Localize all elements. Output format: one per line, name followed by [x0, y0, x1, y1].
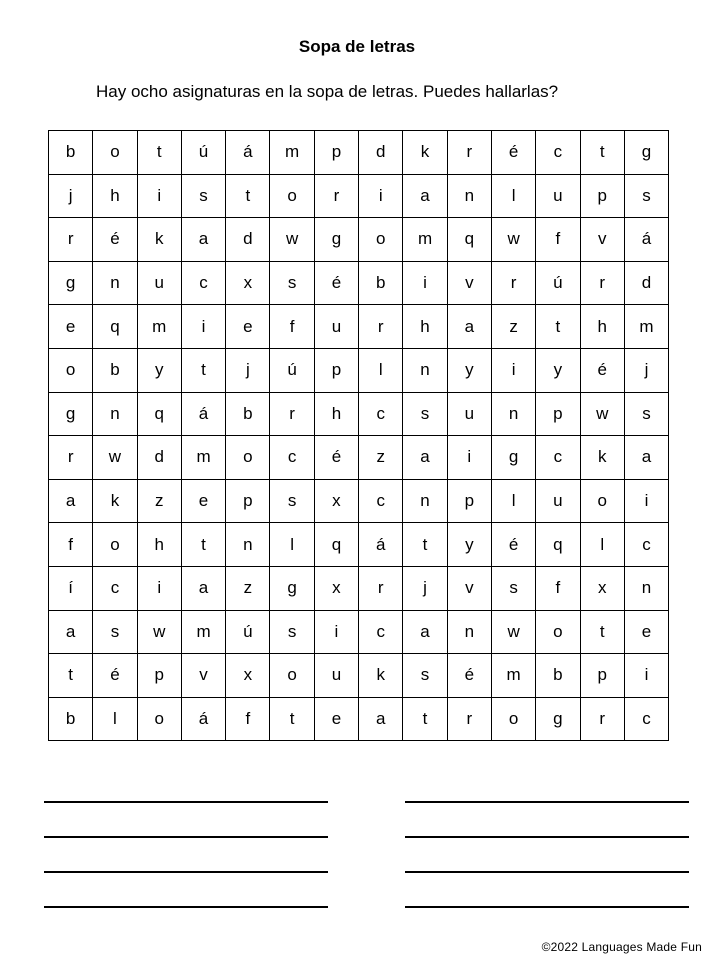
grid-cell[interactable]: r: [491, 261, 535, 305]
grid-cell[interactable]: a: [181, 218, 225, 262]
grid-cell[interactable]: h: [580, 305, 624, 349]
grid-cell[interactable]: ú: [226, 610, 270, 654]
grid-cell[interactable]: e: [181, 479, 225, 523]
grid-cell[interactable]: s: [270, 479, 314, 523]
grid-cell[interactable]: n: [403, 479, 447, 523]
grid-cell[interactable]: a: [49, 610, 93, 654]
grid-cell[interactable]: c: [536, 436, 580, 480]
grid-cell[interactable]: s: [181, 174, 225, 218]
grid-cell[interactable]: m: [181, 610, 225, 654]
grid-cell[interactable]: n: [447, 174, 491, 218]
grid-cell[interactable]: q: [447, 218, 491, 262]
grid-cell[interactable]: w: [491, 610, 535, 654]
grid-cell[interactable]: á: [624, 218, 668, 262]
grid-cell[interactable]: w: [270, 218, 314, 262]
grid-cell[interactable]: c: [624, 523, 668, 567]
grid-cell[interactable]: t: [270, 697, 314, 741]
grid-cell[interactable]: i: [624, 479, 668, 523]
grid-cell[interactable]: m: [403, 218, 447, 262]
grid-cell[interactable]: b: [49, 131, 93, 175]
grid-cell[interactable]: q: [93, 305, 137, 349]
grid-cell[interactable]: e: [49, 305, 93, 349]
grid-cell[interactable]: g: [270, 566, 314, 610]
word-search-grid: [48, 130, 669, 741]
grid-cell[interactable]: k: [580, 436, 624, 480]
grid-cell[interactable]: k: [403, 131, 447, 175]
grid-cell[interactable]: é: [580, 348, 624, 392]
grid-cell[interactable]: m: [181, 436, 225, 480]
grid-cell[interactable]: u: [536, 479, 580, 523]
grid-cell[interactable]: é: [93, 218, 137, 262]
grid-row: [49, 348, 669, 392]
grid-cell[interactable]: l: [491, 174, 535, 218]
grid-cell[interactable]: i: [447, 436, 491, 480]
grid-cell[interactable]: t: [580, 131, 624, 175]
grid-cell[interactable]: c: [93, 566, 137, 610]
grid-cell[interactable]: t: [181, 523, 225, 567]
answer-lines-right: [405, 801, 689, 941]
grid-row: [49, 654, 669, 698]
grid-cell[interactable]: a: [403, 436, 447, 480]
grid-cell[interactable]: n: [93, 261, 137, 305]
grid-cell[interactable]: p: [314, 348, 358, 392]
grid-cell[interactable]: t: [536, 305, 580, 349]
grid-cell[interactable]: é: [314, 436, 358, 480]
grid-cell[interactable]: i: [181, 305, 225, 349]
grid-cell[interactable]: ú: [270, 348, 314, 392]
grid-row: [49, 436, 669, 480]
grid-row: [49, 566, 669, 610]
grid-cell[interactable]: f: [270, 305, 314, 349]
grid-cell[interactable]: l: [359, 348, 403, 392]
grid-cell[interactable]: q: [314, 523, 358, 567]
grid-cell[interactable]: f: [226, 697, 270, 741]
grid-cell[interactable]: á: [181, 392, 225, 436]
grid-cell[interactable]: d: [137, 436, 181, 480]
grid-cell[interactable]: u: [314, 305, 358, 349]
grid-cell[interactable]: m: [270, 131, 314, 175]
grid-row: [49, 131, 669, 175]
grid-cell[interactable]: o: [93, 131, 137, 175]
answer-line[interactable]: [44, 836, 328, 838]
grid-cell[interactable]: u: [137, 261, 181, 305]
grid-cell[interactable]: i: [403, 261, 447, 305]
grid-cell[interactable]: x: [580, 566, 624, 610]
page-title: Sopa de letras: [298, 37, 416, 56]
grid-cell[interactable]: s: [624, 174, 668, 218]
grid-cell[interactable]: r: [49, 436, 93, 480]
grid-cell[interactable]: w: [491, 218, 535, 262]
grid-cell[interactable]: s: [624, 392, 668, 436]
grid-cell[interactable]: n: [624, 566, 668, 610]
grid-cell[interactable]: v: [580, 218, 624, 262]
grid-cell[interactable]: z: [491, 305, 535, 349]
grid-cell[interactable]: b: [536, 654, 580, 698]
grid-row: [49, 479, 669, 523]
grid-cell[interactable]: í: [49, 566, 93, 610]
grid-cell[interactable]: p: [314, 131, 358, 175]
grid-cell[interactable]: z: [359, 436, 403, 480]
grid-cell[interactable]: p: [137, 654, 181, 698]
answer-line[interactable]: [44, 801, 328, 803]
grid-cell[interactable]: b: [226, 392, 270, 436]
grid-cell[interactable]: é: [491, 523, 535, 567]
grid-cell[interactable]: v: [447, 261, 491, 305]
instructions: Hay ocho asignaturas en la sopa de letras. Puedes hallarlas?: [96, 82, 559, 101]
grid-cell[interactable]: l: [580, 523, 624, 567]
grid-cell[interactable]: o: [270, 174, 314, 218]
grid-cell[interactable]: o: [49, 348, 93, 392]
grid-cell[interactable]: a: [403, 610, 447, 654]
grid-cell[interactable]: y: [447, 348, 491, 392]
grid-cell[interactable]: r: [359, 305, 403, 349]
grid-cell[interactable]: r: [580, 697, 624, 741]
grid-cell[interactable]: n: [93, 392, 137, 436]
grid-cell[interactable]: x: [226, 654, 270, 698]
grid-row: [49, 174, 669, 218]
answer-line[interactable]: [405, 906, 689, 908]
grid-cell[interactable]: c: [359, 610, 403, 654]
grid-cell[interactable]: l: [270, 523, 314, 567]
grid-cell[interactable]: s: [491, 566, 535, 610]
grid-cell[interactable]: m: [624, 305, 668, 349]
grid-cell[interactable]: v: [447, 566, 491, 610]
grid-cell[interactable]: x: [314, 479, 358, 523]
grid-cell[interactable]: m: [491, 654, 535, 698]
grid-cell[interactable]: n: [447, 610, 491, 654]
grid-cell[interactable]: o: [491, 697, 535, 741]
grid-cell[interactable]: p: [447, 479, 491, 523]
grid-cell[interactable]: b: [359, 261, 403, 305]
grid-cell[interactable]: w: [137, 610, 181, 654]
grid-cell[interactable]: h: [403, 305, 447, 349]
grid-cell[interactable]: t: [403, 697, 447, 741]
grid-cell[interactable]: a: [624, 436, 668, 480]
grid-cell[interactable]: z: [137, 479, 181, 523]
grid-cell[interactable]: a: [181, 566, 225, 610]
grid-cell[interactable]: f: [536, 218, 580, 262]
grid-cell[interactable]: á: [181, 697, 225, 741]
grid-cell[interactable]: i: [137, 174, 181, 218]
grid-cell[interactable]: o: [359, 218, 403, 262]
grid-cell[interactable]: s: [403, 654, 447, 698]
grid-cell[interactable]: b: [49, 697, 93, 741]
grid-cell[interactable]: c: [270, 436, 314, 480]
grid-cell[interactable]: y: [137, 348, 181, 392]
grid-cell[interactable]: t: [137, 131, 181, 175]
grid-cell[interactable]: g: [536, 697, 580, 741]
grid-cell[interactable]: c: [359, 479, 403, 523]
grid-cell[interactable]: r: [314, 174, 358, 218]
grid-cell[interactable]: j: [226, 348, 270, 392]
grid-cell[interactable]: r: [580, 261, 624, 305]
grid-cell[interactable]: d: [359, 131, 403, 175]
grid-cell[interactable]: á: [359, 523, 403, 567]
grid-cell[interactable]: n: [491, 392, 535, 436]
answer-line[interactable]: [405, 801, 689, 803]
grid-cell[interactable]: f: [49, 523, 93, 567]
grid-cell[interactable]: p: [580, 654, 624, 698]
grid-row: [49, 392, 669, 436]
grid-cell[interactable]: a: [359, 697, 403, 741]
grid-cell[interactable]: a: [447, 305, 491, 349]
grid-cell[interactable]: i: [624, 654, 668, 698]
grid-cell[interactable]: r: [359, 566, 403, 610]
grid-cell[interactable]: g: [624, 131, 668, 175]
grid-cell[interactable]: g: [491, 436, 535, 480]
grid-cell[interactable]: j: [624, 348, 668, 392]
grid-cell[interactable]: a: [49, 479, 93, 523]
grid-row: [49, 697, 669, 741]
grid-cell[interactable]: a: [403, 174, 447, 218]
grid-cell[interactable]: e: [624, 610, 668, 654]
answer-line[interactable]: [44, 906, 328, 908]
grid-cell[interactable]: o: [536, 610, 580, 654]
grid-cell[interactable]: l: [93, 697, 137, 741]
grid-cell[interactable]: e: [314, 697, 358, 741]
grid-cell[interactable]: p: [536, 392, 580, 436]
grid-cell[interactable]: z: [226, 566, 270, 610]
grid-cell[interactable]: t: [49, 654, 93, 698]
grid-cell[interactable]: é: [93, 654, 137, 698]
grid-cell[interactable]: r: [447, 697, 491, 741]
grid-cell[interactable]: w: [93, 436, 137, 480]
grid-cell[interactable]: s: [270, 261, 314, 305]
grid-cell[interactable]: k: [93, 479, 137, 523]
grid-cell[interactable]: c: [181, 261, 225, 305]
grid-cell[interactable]: h: [137, 523, 181, 567]
grid-cell[interactable]: é: [447, 654, 491, 698]
grid-cell[interactable]: j: [49, 174, 93, 218]
grid-cell[interactable]: p: [580, 174, 624, 218]
copyright-notice: ©2022 Languages Made Fun: [541, 940, 702, 954]
grid-cell[interactable]: h: [314, 392, 358, 436]
grid-cell[interactable]: i: [491, 348, 535, 392]
grid-row: [49, 218, 669, 262]
grid-cell[interactable]: u: [536, 174, 580, 218]
grid-cell[interactable]: w: [580, 392, 624, 436]
grid-cell[interactable]: r: [270, 392, 314, 436]
grid-row: [49, 610, 669, 654]
grid-cell[interactable]: v: [181, 654, 225, 698]
grid-cell[interactable]: r: [447, 131, 491, 175]
grid-cell[interactable]: p: [226, 479, 270, 523]
grid-cell[interactable]: q: [536, 523, 580, 567]
grid-row: [49, 305, 669, 349]
grid-cell[interactable]: o: [137, 697, 181, 741]
answer-line[interactable]: [405, 836, 689, 838]
grid-cell[interactable]: b: [93, 348, 137, 392]
grid-cell[interactable]: y: [536, 348, 580, 392]
grid-cell[interactable]: t: [580, 610, 624, 654]
grid-cell[interactable]: g: [314, 218, 358, 262]
grid-cell[interactable]: j: [403, 566, 447, 610]
grid-cell[interactable]: c: [624, 697, 668, 741]
grid-cell[interactable]: x: [314, 566, 358, 610]
grid-cell[interactable]: u: [447, 392, 491, 436]
grid-cell[interactable]: k: [137, 218, 181, 262]
grid-cell[interactable]: t: [226, 174, 270, 218]
grid-cell[interactable]: t: [181, 348, 225, 392]
grid-row: [49, 523, 669, 567]
grid-cell[interactable]: f: [536, 566, 580, 610]
grid-cell[interactable]: s: [403, 392, 447, 436]
answer-lines-left: [44, 801, 328, 941]
grid-cell[interactable]: o: [270, 654, 314, 698]
grid-cell[interactable]: e: [226, 305, 270, 349]
grid-cell[interactable]: q: [137, 392, 181, 436]
grid-cell[interactable]: x: [226, 261, 270, 305]
grid-cell[interactable]: c: [359, 392, 403, 436]
grid-cell[interactable]: m: [137, 305, 181, 349]
grid-cell[interactable]: i: [359, 174, 403, 218]
grid-cell[interactable]: s: [270, 610, 314, 654]
grid-cell[interactable]: c: [536, 131, 580, 175]
grid-cell[interactable]: o: [580, 479, 624, 523]
answer-line[interactable]: [44, 871, 328, 873]
grid-cell[interactable]: s: [93, 610, 137, 654]
grid-cell[interactable]: á: [226, 131, 270, 175]
grid-cell[interactable]: ú: [181, 131, 225, 175]
grid-cell[interactable]: g: [49, 261, 93, 305]
grid-cell[interactable]: h: [93, 174, 137, 218]
answer-line[interactable]: [405, 871, 689, 873]
grid-cell[interactable]: t: [403, 523, 447, 567]
grid-cell[interactable]: é: [491, 131, 535, 175]
grid-cell[interactable]: é: [314, 261, 358, 305]
grid-cell[interactable]: d: [226, 218, 270, 262]
grid-cell[interactable]: r: [49, 218, 93, 262]
grid-row: [49, 261, 669, 305]
grid-cell[interactable]: ú: [536, 261, 580, 305]
grid-cell[interactable]: l: [491, 479, 535, 523]
grid-cell[interactable]: i: [137, 566, 181, 610]
grid-cell[interactable]: u: [314, 654, 358, 698]
grid-cell[interactable]: o: [93, 523, 137, 567]
grid-cell[interactable]: d: [624, 261, 668, 305]
grid-cell[interactable]: o: [226, 436, 270, 480]
grid-cell[interactable]: y: [447, 523, 491, 567]
grid-cell[interactable]: g: [49, 392, 93, 436]
grid-cell[interactable]: i: [314, 610, 358, 654]
grid-cell[interactable]: k: [359, 654, 403, 698]
grid-cell[interactable]: n: [403, 348, 447, 392]
grid-cell[interactable]: n: [226, 523, 270, 567]
